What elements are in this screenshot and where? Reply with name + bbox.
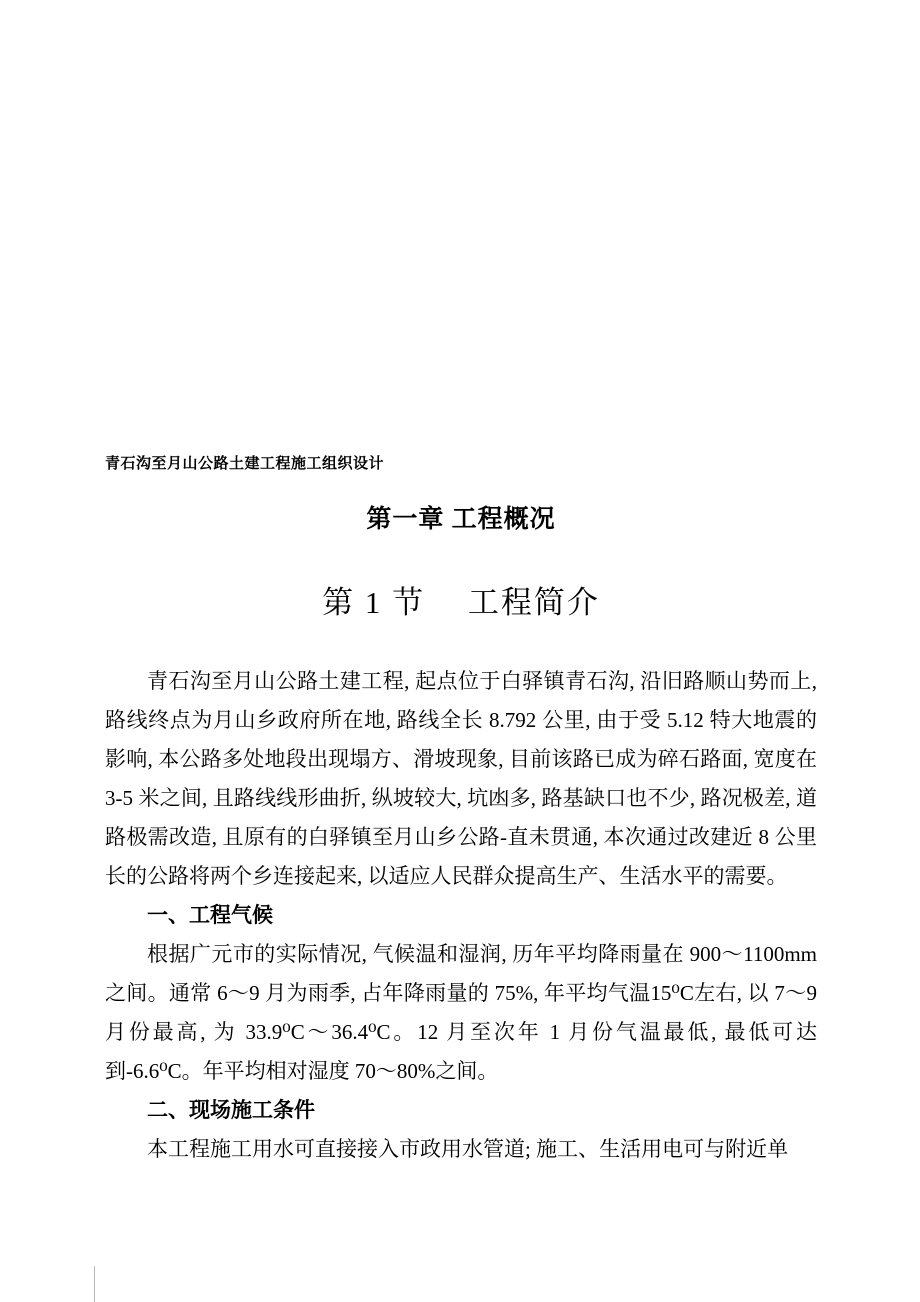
document-body [105, 662, 817, 1169]
intro-paragraph: 青石沟至月山公路土建工程, 起点位于白驿镇青石沟, 沿旧路顺山势而上, 路线终点为月山乡政府所在地, 路线全长 8.792 公里, 由于受 5.12 特大地震的影响, 本公路多处地段出现塌方、滑坡现象, 目前该路已成为碎石路面, 宽度在 3-5 米之间, 且路线线形曲折, 纵坡较大, 坑凼多, 路基缺口也不少, 路况极差, 道路极需改造, 且原有的白驿镇至月山乡公路-直未贯通, 本次通过改建近 8 公里长的公路将两个乡连接起来, 以适应人民群众提高生产、生活水平的需要。 [105, 669, 817, 888]
climate-paragraph: 根据广元市的实际情况, 气候温和湿润, 历年平均降雨量在 900～1100mm 之间。通常 6～9 月为雨季, 占年降雨量的 75%, 年平均气温15⁰C左右, 以 7～9 月份最高, 为 33.9⁰C～36.4⁰C。12 月至次年 1 月份气温最低, 最低可达到-6.6⁰C。年平均相对湿度 70～80%之间。 [105, 942, 817, 1083]
page-margin-boundary-mark [94, 1266, 95, 1302]
document-running-header: 青石沟至月山公路土建工程施工组织设计 [105, 456, 385, 472]
heading-site-conditions: 二、现场施工条件 [147, 1098, 315, 1122]
chapter-title: 第一章 工程概况 [366, 506, 556, 533]
heading-project-climate: 一、工程气候 [147, 903, 273, 927]
document-content [105, 452, 817, 1169]
site-conditions-paragraph: 本工程施工用水可直接接入市政用水管道; 施工、生活用电可与附近单 [147, 1137, 789, 1161]
section-title: 第 1 节 工程简介 [322, 585, 600, 620]
